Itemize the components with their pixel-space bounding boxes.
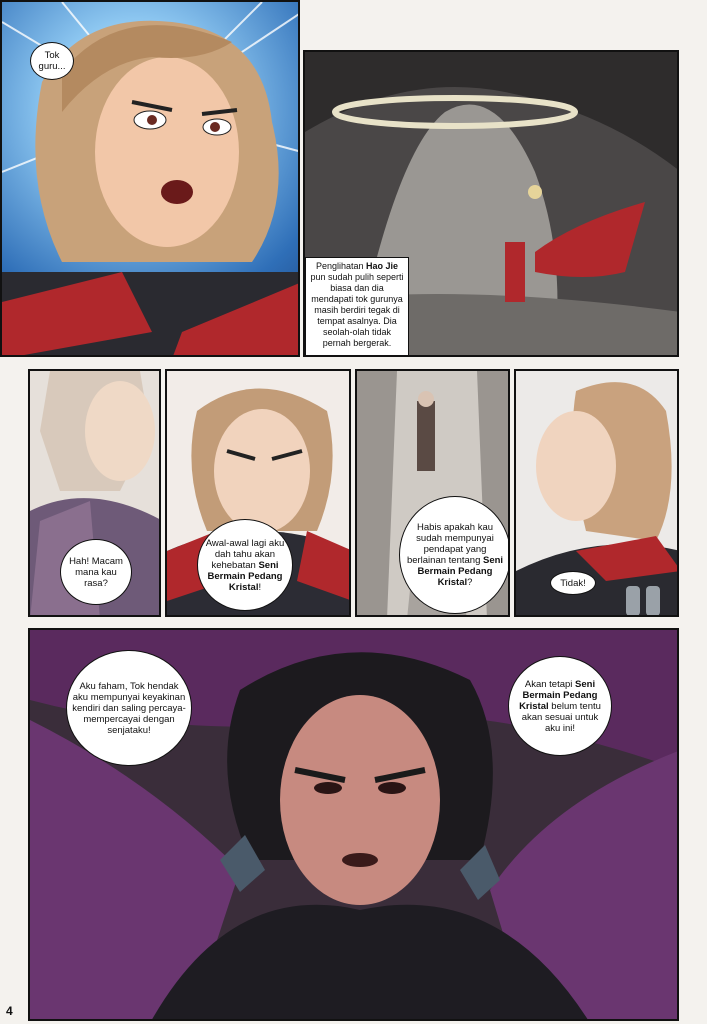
speech-bubble-master-question (60, 539, 132, 605)
speech-text: Tidak! (560, 577, 586, 589)
speech-text: Akan tetapi Seni Bermain Pedang Kristal belum tentu akan sesuai untuk aku ini! (519, 678, 601, 734)
panel-1-shocked-face (0, 0, 300, 357)
speech-text: Hah! Macam mana kau rasa? (69, 555, 123, 589)
page-number: 4 (6, 1004, 13, 1018)
speech-text: Awal-awal lagi aku dah tahu akan kehebatan Seni Bermain Pedang Kristal! (205, 537, 285, 593)
panel-3-master-profile (28, 369, 161, 617)
speech-text: Tok guru... (38, 50, 66, 72)
speech-bubble-hero-answer (197, 519, 293, 611)
panel-2-cave-scene (303, 50, 679, 357)
speech-bubble-tok-guru (30, 42, 74, 80)
panel-6-art (516, 371, 679, 617)
speech-text: Aku faham, Tok hendak aku mempunyai keyakinan kendiri dan saling percaya-mempercayai dengan senjataku! (72, 680, 186, 736)
caption-character-name: Hao Jie (366, 261, 399, 271)
speech-bubble-hero-doubt (508, 656, 612, 756)
caption-text-cont: pun sudah pulih seperti biasa dan dia mendapati tok gurunya masih berdiri tegak di tempat asalnya. Dia seolah-olah tidak pernah bergerak. (310, 272, 404, 348)
panel-5-master-on-pillar (355, 369, 510, 617)
narration-caption (305, 257, 409, 357)
panel-4-hero-frown (165, 369, 351, 617)
caption-text: Penglihatan (315, 261, 367, 271)
panel-7-hero-closeup (28, 628, 679, 1021)
speech-text: Habis apakah kau sudah mempunyai pendapat yang berlainan tentang Seni Bermain Pedang Kristal? (406, 522, 504, 588)
speech-bubble-master-followup (399, 496, 510, 614)
panel-6-hero-looking-up (514, 369, 679, 617)
speech-bubble-hero-denial (550, 571, 596, 595)
speech-bubble-hero-understanding (66, 650, 192, 766)
